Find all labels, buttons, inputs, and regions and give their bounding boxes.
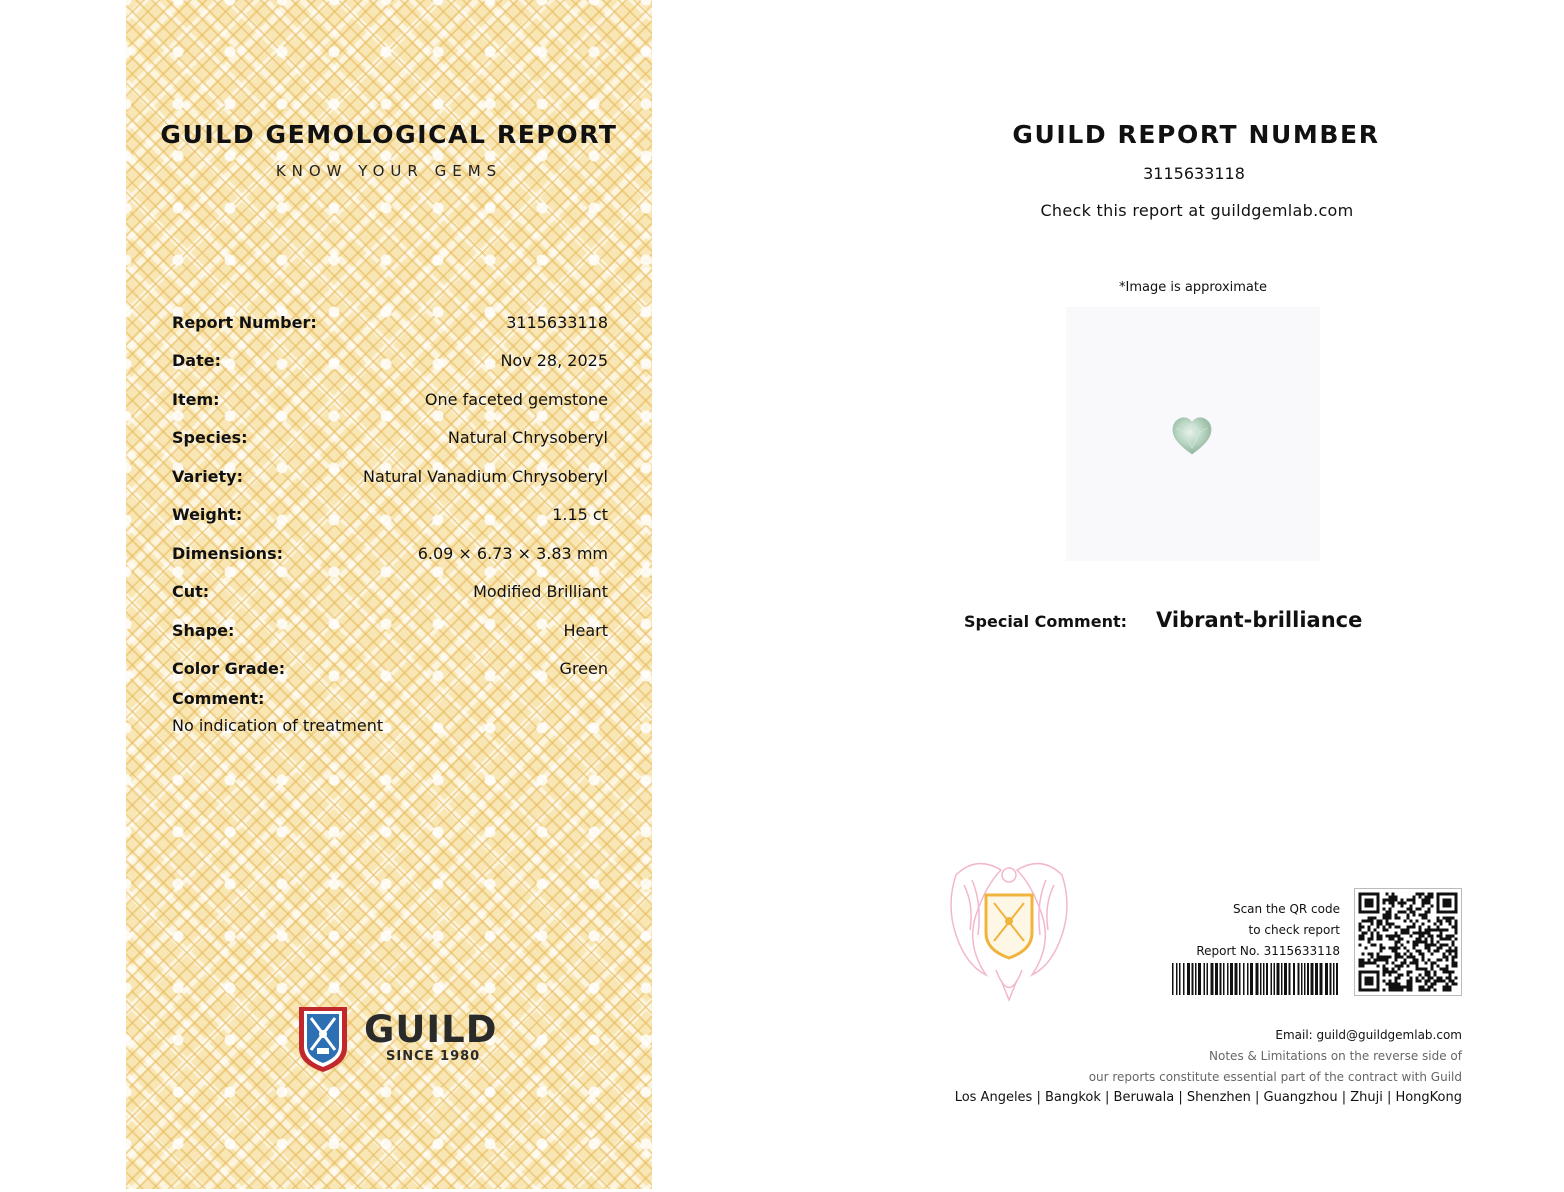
report-number-title: GUILD REPORT NUMBER [1012,120,1380,149]
heart-gem-icon [1170,414,1214,458]
barcode [1172,963,1340,995]
field-report-number [172,303,608,342]
report-title: GUILD GEMOLOGICAL REPORT [160,120,618,149]
field-label: Cut: [172,582,210,602]
field-variety [172,457,608,496]
comment-value: No indication of treatment [172,716,384,735]
gem-image-box [1066,307,1320,561]
field-label: Variety: [172,466,244,486]
contact-email[interactable]: Email: guild@guildgemlab.com [1275,1028,1462,1042]
report-number-value: 3115633118 [1143,164,1245,183]
field-species [172,419,608,458]
notes-line-1: Notes & Limitations on the reverse side of [1209,1049,1462,1063]
field-value: Nov 28, 2025 [500,351,608,371]
field-dimensions [172,534,608,573]
image-approximate-note: *Image is approximate [1119,280,1267,295]
field-value: Natural Chrysoberyl [447,428,608,448]
report-fields [172,303,608,688]
report-tagline: KNOW YOUR GEMS [275,162,503,180]
notes-line-2: our reports constitute essential part of the contract with Guild [1088,1070,1462,1084]
field-label: Shape: [172,620,235,640]
lab-locations: Los Angeles | Bangkok | Beruwala | Shenzhen | Guangzhou | Zhuji | HongKong [954,1090,1462,1105]
field-shape [172,611,608,650]
scan-qr-line1: Scan the QR code [1232,902,1340,916]
comment-label: Comment: [172,689,265,708]
scan-qr-report-no: Report No. 3115633118 [1196,944,1340,958]
field-cut [172,573,608,612]
verify-link-text[interactable]: Check this report at guildgemlab.com [1040,201,1354,220]
shield-icon [296,1004,350,1074]
field-value: 1.15 ct [552,505,608,525]
field-value: 6.09 × 6.73 × 3.83 mm [417,543,608,563]
qr-code[interactable] [1354,888,1462,996]
report-left-panel [126,0,652,1189]
field-label: Date: [172,351,221,371]
eagle-seal-icon [946,855,1072,1005]
field-label: Item: [172,389,220,409]
field-label: Species: [172,428,248,448]
field-value: Natural Vanadium Chrysoberyl [363,466,608,486]
special-comment-label: Special Comment: [964,612,1128,631]
field-value: One faceted gemstone [424,389,608,409]
field-value: Modified Brilliant [473,582,608,602]
field-color-grade [172,650,608,689]
field-date [172,342,608,381]
field-label: Dimensions: [172,543,283,563]
field-item [172,380,608,419]
field-label: Weight: [172,505,243,525]
guild-logo-word: GUILD [364,1008,498,1051]
guild-logo [296,1004,496,1076]
field-weight [172,496,608,535]
field-label: Report Number: [172,312,317,332]
field-value: Heart [563,620,608,640]
field-value: 3115633118 [506,312,608,332]
field-value: Green [559,659,608,679]
guild-logo-since: SINCE 1980 [386,1049,481,1064]
scan-qr-line2: to check report [1248,923,1340,937]
field-label: Color Grade: [172,659,286,679]
special-comment-value: Vibrant-brilliance [1156,608,1363,632]
